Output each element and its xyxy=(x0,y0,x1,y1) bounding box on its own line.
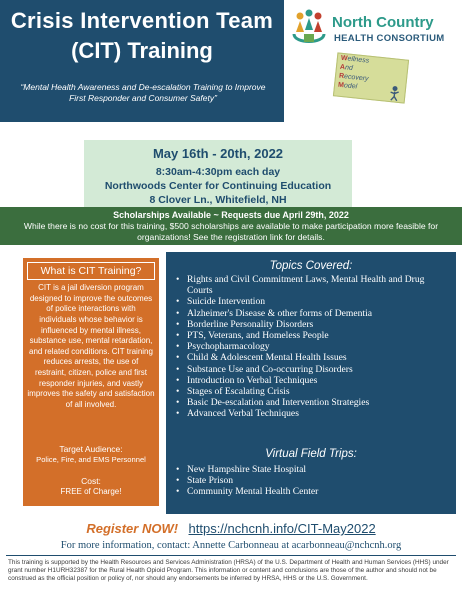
scholarship-banner xyxy=(0,207,462,245)
register-row xyxy=(0,520,462,538)
list-item: • Advanced Verbal Techniques xyxy=(176,408,452,419)
event-time: 8:30am-4:30pm each day xyxy=(155,166,281,178)
register-label: Register NOW! xyxy=(86,521,179,536)
funding-disclaimer: This training is supported by the Health Resources and Services Administration (HRSA) of the U.S. Department of Health and Human Services (HHS) under grant number H1URH32387 for the Rural Health Opioid Program. This information or content and conclusions are those of the author and should not be construed as the official position or policy of, nor should any endorsements be inferred by HRSA, HHS or the U.S. Government. xyxy=(8,559,449,583)
cost-value: FREE of Charge! xyxy=(60,487,122,496)
title-banner xyxy=(0,0,284,122)
org-subname: HEALTH CONSORTIUM xyxy=(334,33,445,44)
list-item: • Basic De-escalation and Intervention Strategies xyxy=(176,397,452,408)
list-item: • PTS, Veterans, and Homeless People xyxy=(176,330,452,341)
topics-list xyxy=(176,274,452,420)
topics-panel xyxy=(166,252,456,514)
scholarship-text: While there is no cost for this training, $500 scholarships are available to make participation more feasible for organizations! See the registration link for details. xyxy=(23,221,439,243)
person-icon xyxy=(388,85,402,102)
page-title-line2: (CIT) Training xyxy=(71,38,213,63)
cost-label: Cost: xyxy=(81,476,101,486)
header xyxy=(0,0,462,130)
contact-info: For more information, contact: Annette Carbonneau at acarbonneau@nchcnh.org xyxy=(60,540,402,551)
warm-line-w: Wellness xyxy=(340,54,370,65)
list-item: • Alzheimer's Disease & other forms of Dementia xyxy=(176,308,452,319)
field-trips-heading: Virtual Field Trips: xyxy=(265,448,357,460)
list-item: • Community Mental Health Center xyxy=(176,486,452,497)
people-logo-icon xyxy=(290,8,328,48)
list-item: • State Prison xyxy=(176,475,452,486)
org-name: North Country xyxy=(332,14,434,31)
about-cit-panel xyxy=(23,258,159,506)
event-venue: Northwoods Center for Continuing Education xyxy=(104,180,332,192)
about-title: What is CIT Training? xyxy=(27,262,155,280)
list-item: • Psychopharmacology xyxy=(176,341,452,352)
divider xyxy=(6,555,456,556)
target-audience-label: Target Audience: xyxy=(59,444,123,454)
page-title: Crisis Intervention Team xyxy=(10,8,274,33)
org-logo xyxy=(290,8,458,52)
warm-line-r: Recovery xyxy=(338,72,369,83)
list-item: • Introduction to Verbal Techniques xyxy=(176,375,452,386)
target-audience-value: Police, Fire, and EMS Personnel xyxy=(36,455,146,464)
page-subtitle: “Mental Health Awareness and De-escalation Training to Improve First Responder and Consumer Safety” xyxy=(20,82,266,104)
list-item: • Borderline Personality Disorders xyxy=(176,319,452,330)
warm-model-badge xyxy=(333,52,409,103)
list-item: • Rights and Civil Commitment Laws, Mental Health and Drug Courts xyxy=(176,274,452,296)
warm-line-a: And xyxy=(339,63,354,73)
field-trips-list xyxy=(176,464,452,498)
event-dates: May 16th - 20th, 2022 xyxy=(152,146,284,161)
event-address: 8 Clover Ln., Whitefield, NH xyxy=(149,194,287,206)
list-item: • Stages of Escalating Crisis xyxy=(176,386,452,397)
list-item: • Substance Use and Co-occurring Disorders xyxy=(176,364,452,375)
warm-line-m: Model xyxy=(337,81,358,91)
scholarship-title: Scholarships Available ~ Requests due April 29th, 2022 xyxy=(113,210,349,220)
list-item: • New Hampshire State Hospital xyxy=(176,464,452,475)
about-body: CIT is a jail diversion program designed to improve the outcomes of police interactions with individuals whose behavior is influenced by mental illness, substance use, mental retardation, and related conditions. CIT training reduces arrests, the use of restraint, citizen, police and first responder injuries, and vastly improves the safety and satisfaction of all involved. xyxy=(27,283,155,409)
list-item: • Suicide Intervention xyxy=(176,296,452,307)
topics-heading: Topics Covered: xyxy=(269,260,353,272)
list-item: • Child & Adolescent Mental Health Issues xyxy=(176,352,452,363)
register-link[interactable]: https://nchcnh.info/CIT-May2022 xyxy=(188,521,376,536)
